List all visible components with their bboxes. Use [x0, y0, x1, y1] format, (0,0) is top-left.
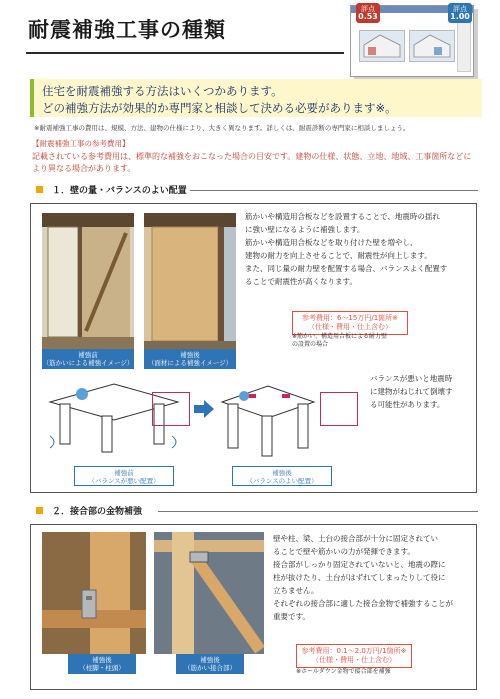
intro-footnote: ※耐震補強工事の費用は、規模、方法、建物の仕様により、大きく異なります。詳しくは、耐震診断の専門家に相談しましょう。 — [34, 124, 410, 132]
section2-rule — [158, 511, 478, 512]
photo-column-base — [42, 532, 146, 654]
caption-diagram-before: 補強前 （バランスが悪い配置） — [74, 466, 174, 486]
section1-cost-note: ※筋かい、構造用合板による耐力壁 の設置の場合 — [292, 333, 388, 348]
section2-marker — [36, 507, 43, 514]
cost-reference-body: 記載されている参考費用は、標準的な補強をおこなった場合の目安です。建物の仕様、状態、立地、地域、工事箇所などにより異なる場合があります。 — [32, 152, 472, 173]
section1-body: 筋かいや構造用合板などを設置することで、地震時の揺れ に強い壁になるように補強します。 筋かいや構造用合板などを取り付けた壁を増やし、 建物の耐力を向上させることで、耐震性が向上します。 また、同じ量の耐力壁を配置する場合、バランスよく配置す ることで耐震性が高くなります。 — [245, 212, 448, 286]
section2-cost-note: ※ホールダウン金物で接合部を補強 — [296, 668, 391, 675]
intro-line-1: 住宅を耐震補強する方法はいくつかあります。 — [42, 84, 283, 98]
thumbnail-sidepanel — [457, 20, 471, 72]
thumbnail-house-after — [409, 30, 455, 62]
balance-warning: バランスが悪いと地震時 に建物がねじれて倒壊す る可能性があります。 — [370, 374, 453, 409]
section1-cost-tag: 参考費用：6～15万円/1箇所※ （仕様・費用・仕上含む） — [292, 311, 408, 335]
caption-diagram-after: 補強後 （バランスのよい配置） — [232, 466, 332, 486]
caption-joint-brace: 補強後 （筋かい接合部） — [176, 654, 244, 674]
diagram-balance-after — [218, 376, 318, 460]
caption-joint-column: 補強後 （柱脚・柱頭） — [68, 654, 136, 674]
floorplan-after — [320, 392, 358, 426]
section2-body: 壁や柱、梁、土台の接合部が十分に固定されてい ることで壁や筋かいの力が発揮できます。 接合部がしっかり固定されていないと、地震の際に 柱が抜けたり、土台がはずれてしまったりして役に 立ちません。 それぞれの接合部に適した接合金物で補強することが 重要です。 — [273, 534, 453, 621]
photo-bracing-before — [42, 213, 134, 353]
thumbnail-house-before — [359, 30, 405, 62]
caption-photo-after: 補強後 （面材による補強イメージ） — [144, 349, 236, 369]
photo-brace-joint — [154, 532, 264, 654]
intro-highlight — [30, 79, 482, 117]
title-underline — [26, 52, 344, 54]
section2-cost-tag: 参考費用：0.1～2.0万円/1箇所※ （仕様・費用・仕上含む） — [296, 644, 412, 668]
score-badge-before: 評点 0.53 — [356, 3, 380, 23]
arrow-icon — [194, 400, 214, 418]
intro-line-2: どの補強方法が効果的か専門家と相談して決める必要があります※。 — [42, 101, 397, 115]
caption-photo-before: 補強前 （筋かいによる補強イメージ） — [42, 351, 134, 367]
section1-heading: １．壁の量・バランスのよい配置 — [52, 186, 187, 196]
page-title: 耐震補強工事の種類 — [28, 18, 226, 42]
score-badge-after: 評点 1.00 — [448, 3, 472, 23]
floorplan-before — [152, 392, 190, 426]
cost-reference-heading: 【耐震補強工事の参考費用】 — [32, 139, 130, 148]
section1-marker — [36, 186, 43, 193]
section2-heading: ２．接合部の金物補強 — [52, 507, 143, 517]
photo-panel-after — [144, 213, 236, 353]
section1-rule — [190, 190, 478, 191]
